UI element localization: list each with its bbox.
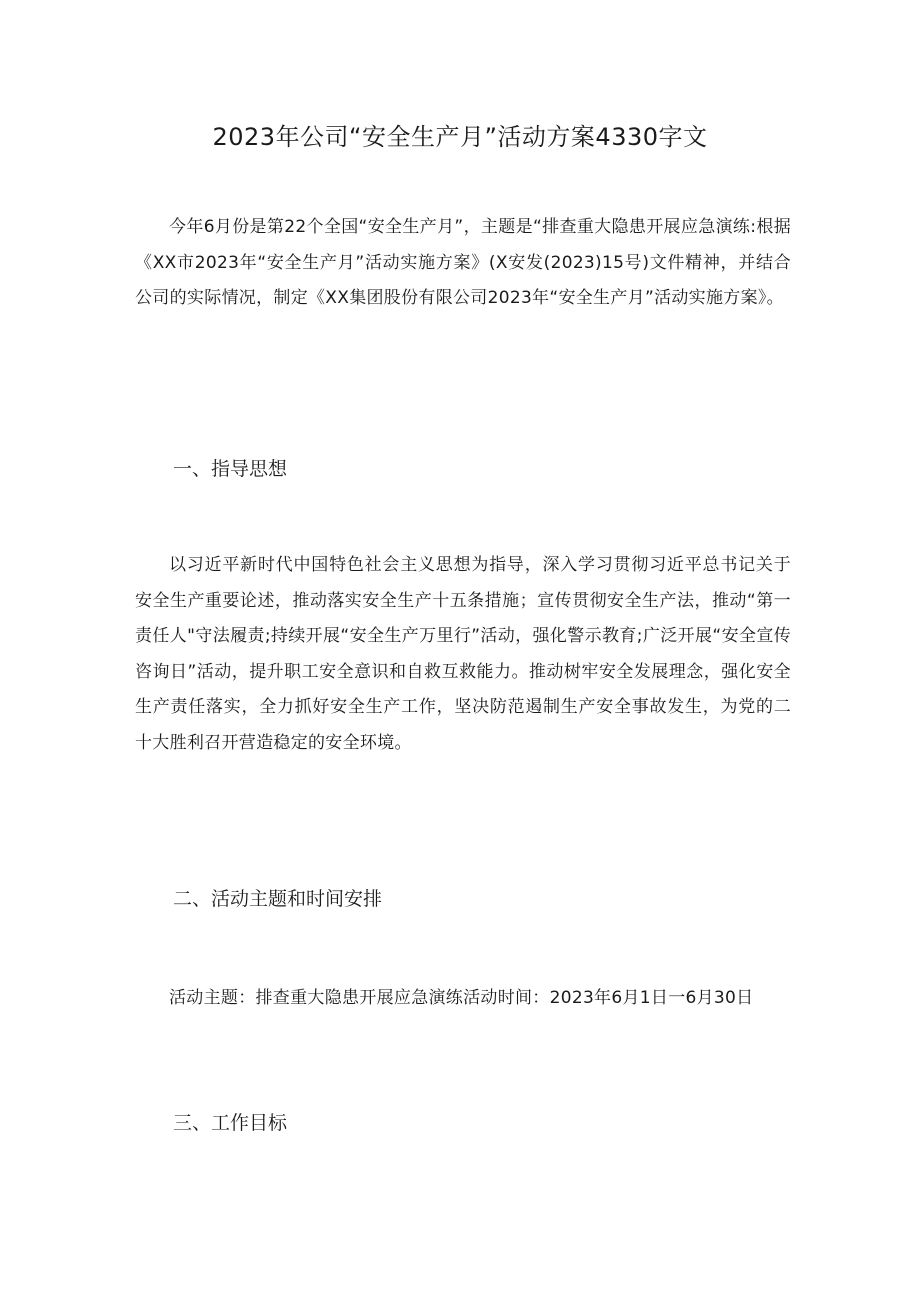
document-title: 2023年公司“安全生产月”活动方案4330字文	[212, 123, 708, 151]
section-heading-work-goals: 三、工作目标	[173, 1112, 288, 1134]
section-heading-guiding-ideology: 一、指导思想	[173, 458, 288, 480]
section-body-guiding-ideology: 以习近平新时代中国特色社会主义思想为指导，深入学习贯彻习近平总书记关于安全生产重要论述，推动落实安全生产十五条措施；宣传贯彻安全生产法，推动“第一责任人"守法履责;持续开展“安全生产万里行”活动，强化警示教育;广泛开展“安全宣传咨询日”活动，提升职工安全意识和自救互救能力。推动树牢安全发展理念，强化安全生产责任落实，全力抓好安全生产工作，坚决防范遏制生产安全事故发生，为党的二十大胜利召开营造稳定的安全环境。	[135, 555, 791, 753]
section-heading-theme-schedule: 二、活动主题和时间安排	[173, 888, 383, 910]
intro-paragraph: 今年6月份是第22个全国“安全生产月”，主题是“排查重大隐患开展应急演练:根据《XX市2023年“安全生产月”活动实施方案》(X安发(2023)15号)文件精神，并结合公司的实际情况，制定《XX集团股份有限公司2023年“安全生产月”活动实施方案》。	[135, 217, 791, 308]
section-body-theme-schedule: 活动主题：排查重大隐患开展应急演练活动时间：2023年6月1日一6月30日	[169, 988, 754, 1008]
